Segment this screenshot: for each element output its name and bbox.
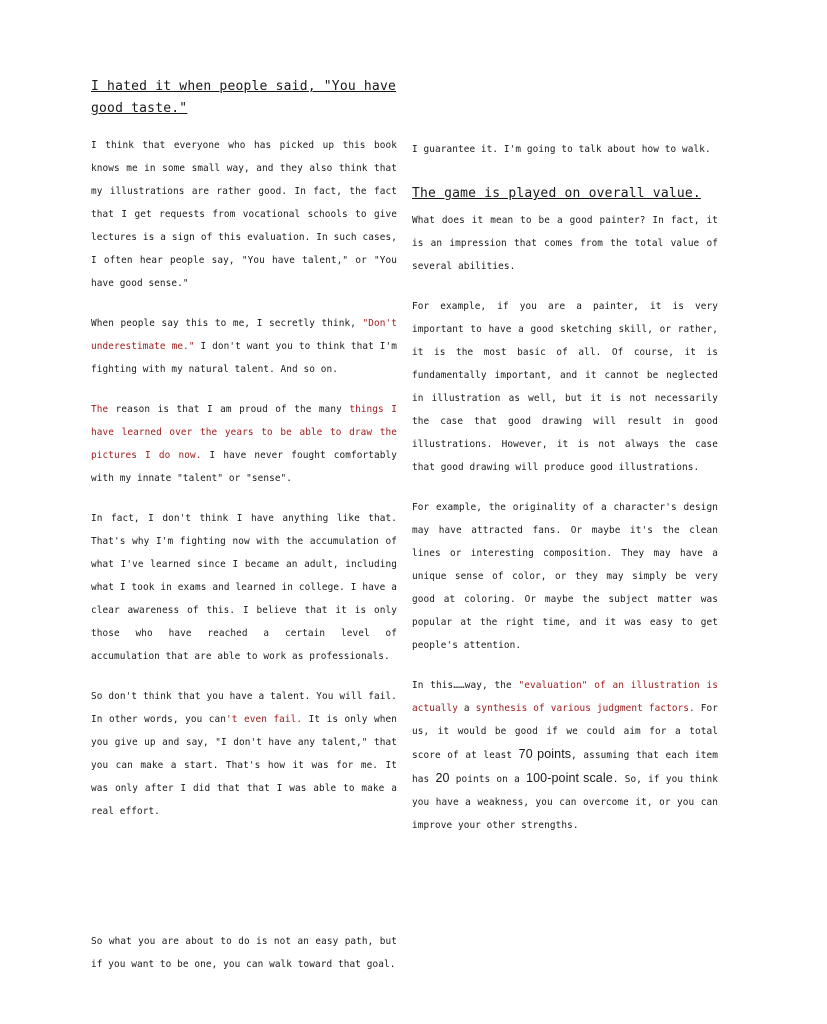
text-run: In this……way, the	[412, 680, 519, 691]
left-column	[91, 76, 397, 840]
paragraph	[91, 685, 397, 823]
paragraph: So what you are about to do is not an easy path, but if you want to be one, you can walk toward that goal.	[91, 936, 397, 970]
footer-note	[91, 930, 397, 976]
text-run: I have never fought comfortably with my innate "talent" or "sense".	[91, 450, 397, 484]
paragraph: For example, the originality of a character's design may have attracted fans. Or maybe it's the clean lines or interesting composition. They may have a unique sense of color, or they may simply be very good at coloring. Or maybe the subject matter was popular at the right time, and it was easy to get people's attention.	[412, 502, 718, 651]
paragraph: For example, if you are a painter, it is very important to have a good sketching skill, or rather, it is the most basic of all. Of course, it is fundamentally important, and it cannot be neglected in illustration as well, but it is not necessarily the case that good drawing will result in good illustrations. However, it is not always the case that good drawing will produce good illustrations.	[412, 301, 718, 473]
paragraph	[91, 312, 397, 381]
section-heading: The game is played on overall value.	[412, 186, 701, 201]
emphasized-number: 20	[435, 771, 450, 785]
text-run: When people say this to me, I secretly think,	[91, 318, 363, 329]
highlighted-text: synthesis of various judgment factors.	[475, 703, 695, 714]
text-run: So don't think that you have a talent. You will fail. In other words, you can	[91, 691, 397, 725]
text-run: It is only when you give up and say, "I don't have any talent," that you can make a start. That's how it was for me. It was only after I did that that I was able to make a real effort.	[91, 714, 397, 817]
emphasized-number: 70 points	[518, 747, 572, 761]
paragraph	[91, 398, 397, 490]
emphasized-number: 100-point scale	[526, 771, 613, 785]
highlighted-text: The	[91, 404, 109, 415]
text-run: , assuming that each item has	[412, 750, 718, 785]
text-run: I don't want you to think that I'm fighting with my natural talent. And so on.	[91, 341, 397, 375]
paragraph	[412, 674, 718, 837]
section-heading: I hated it when people said, "You have good taste."	[91, 79, 397, 116]
text-run: points on a	[449, 774, 527, 785]
right-column	[412, 138, 718, 854]
highlighted-text: "Don't underestimate me."	[91, 318, 397, 352]
text-run: reason is that I am proud of the many	[108, 404, 350, 415]
highlighted-text: "evaluation" of an illustration is actually	[412, 680, 718, 714]
paragraph: I think that everyone who has picked up this book knows me in some small way, and they also think that my illustrations are rather good. In fact, the fact that I get requests from vocational schools to give lectures is a sign of this evaluation. In such cases, I often hear people say, "You have talent," or "You have good sense."	[91, 140, 397, 289]
paragraph: In fact, I don't think I have anything like that. That's why I'm fighting now with the accumulation of what I've learned since I became an adult, including what I took in exams and learned in college. I have a clear awareness of this. I believe that it is only those who have reached a certain level of accumulation that are able to work as professionals.	[91, 513, 397, 662]
paragraph: What does it mean to be a good painter? In fact, it is an impression that comes from the total value of several abilities.	[412, 215, 718, 272]
highlighted-text: 't even fail.	[226, 714, 303, 725]
text-run: . So, if you think you have a weakness, you can overcome it, or you can improve your other strengths.	[412, 774, 718, 831]
text-run: a	[457, 703, 476, 714]
highlighted-text: things I have learned over the years to be able to draw the pictures I do now.	[91, 404, 397, 461]
paragraph: I guarantee it. I'm going to talk about how to walk.	[412, 144, 711, 155]
text-run: For us, it would be good if we could aim for a total score of at least	[412, 703, 718, 761]
